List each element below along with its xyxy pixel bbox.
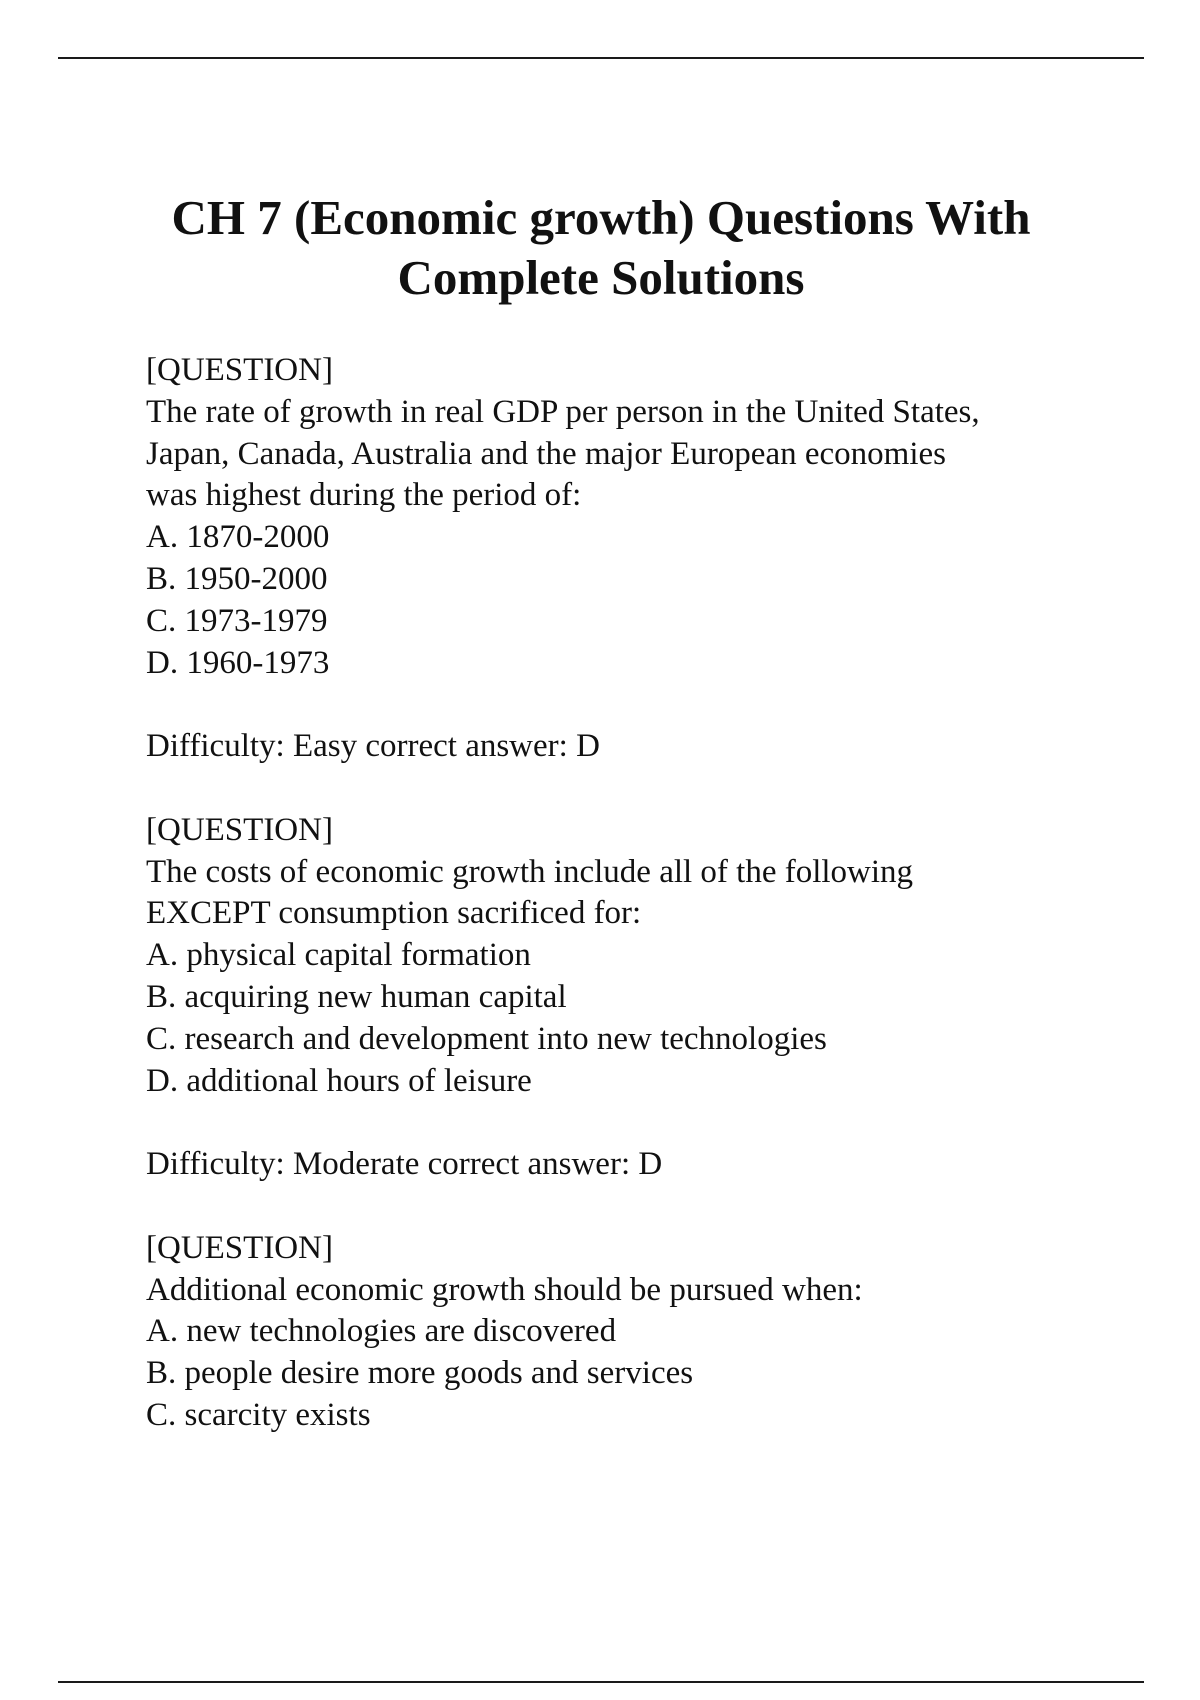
answer-option: D. 1960-1973	[146, 644, 330, 681]
title-line-1: CH 7 (Economic growth) Questions With	[171, 190, 1031, 245]
question-stem-line: Japan, Canada, Australia and the major European economies	[146, 435, 946, 472]
answer-option: D. additional hours of leisure	[146, 1062, 532, 1099]
question-stem-line: The rate of growth in real GDP per person in the United States,	[146, 393, 980, 430]
question-tag: [QUESTION]	[146, 352, 333, 388]
answer-option: B. 1950-2000	[146, 560, 328, 597]
difficulty-answer: Difficulty: Moderate correct answer: D	[146, 1146, 663, 1183]
question-tag: [QUESTION]	[146, 1229, 333, 1266]
answer-option: C. 1973-1979	[146, 602, 328, 639]
question-tag: [QUESTION]	[146, 811, 333, 848]
difficulty-answer: Difficulty: Easy correct answer: D	[146, 728, 600, 765]
question-1	[146, 350, 1126, 810]
question-stem-line: was highest during the period of:	[146, 477, 582, 514]
answer-option: A. new technologies are discovered	[146, 1313, 617, 1350]
spacer	[146, 768, 1126, 810]
question-stem-line: The costs of economic growth include all of the following	[146, 853, 914, 890]
answer-option: C. scarcity exists	[146, 1396, 371, 1433]
question-list	[146, 350, 1126, 1437]
document-title	[58, 188, 1144, 308]
question-stem-line: EXCEPT consumption sacrificed for:	[146, 895, 642, 932]
top-divider	[58, 57, 1144, 59]
answer-option: B. people desire more goods and services	[146, 1355, 694, 1392]
spacer	[146, 1186, 1126, 1228]
answer-option: A. 1870-2000	[146, 519, 330, 556]
spacer	[146, 1102, 1126, 1144]
answer-option: A. physical capital formation	[146, 937, 531, 974]
title-line-2: Complete Solutions	[397, 250, 805, 305]
answer-option: B. acquiring new human capital	[146, 978, 567, 1015]
bottom-divider	[58, 1681, 1144, 1683]
spacer	[146, 684, 1126, 726]
question-stem-line: Additional economic growth should be pursued when:	[146, 1271, 863, 1308]
question-3	[146, 1228, 1126, 1437]
answer-option: C. research and development into new technologies	[146, 1020, 827, 1057]
question-2	[146, 810, 1126, 1228]
